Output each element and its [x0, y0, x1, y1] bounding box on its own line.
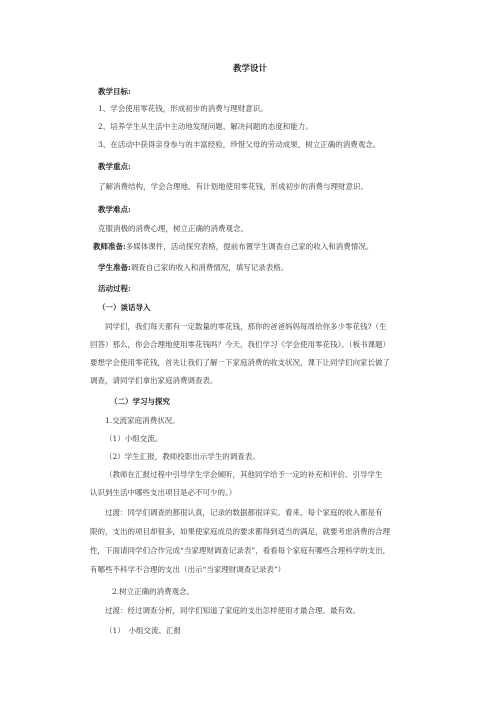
paragraph-line: 认识到生活中哪些支出项目是必不可少的。）	[90, 488, 237, 497]
paragraph-line: 限的，支出的项目却很多，如果使家庭成员的要求都得到适当的满足，就要考虑消费的合理	[90, 527, 390, 536]
student-prep-label: 学生准备:	[98, 263, 131, 272]
paragraph-line: 要想学会使用零花钱，首先让我们了解一下家庭消费的收支状况，课下让同学们向家长做了	[90, 358, 390, 367]
paragraph-line: 过渡：同学们调查的都很认真，记录的数据都很详实。看来，每个家庭的收入都是有	[105, 508, 383, 517]
list-item: 2.树立正确的消费观念。	[112, 587, 195, 596]
goal-item: 3、在活动中获得亲身参与的丰富经验，珍惜父母的劳动成果，树立正确的消费观念。	[98, 140, 381, 149]
teacher-prep	[93, 242, 373, 251]
list-item: 1.交流家庭消费状况。	[105, 416, 180, 425]
section2-heading: （二）学习与探究	[110, 397, 170, 406]
section1-heading: （一）谈话导入	[98, 303, 151, 312]
list-item: （1） 小组交流、汇报	[105, 626, 182, 635]
paragraph-line: 性，下面请同学们合作完成“当家理财调查记录表”，看看每个家庭有哪些合理科学的支出，	[90, 546, 391, 555]
paragraph-line: （教师在汇报过程中引导学生学会倾听，其他同学给予一定的补充和评价。引导学生	[105, 470, 383, 479]
document-title: 教学设计	[232, 64, 267, 74]
goal-item: 1、学会使用零花钱，形成初步的消费与理财意识。	[98, 104, 268, 113]
key-points-heading: 教学重点:	[98, 162, 131, 171]
paragraph-line: 有哪些不科学不合理的支出（出示“当家理财调查记录表”）	[90, 565, 286, 574]
paragraph-line: 同学们，我们每天都有一定数量的零花钱，那你的爸爸妈妈每周给你多少零花钱?（生	[105, 322, 387, 331]
teacher-prep-label: 教师准备:	[93, 242, 126, 251]
difficulty-heading: 教学难点:	[98, 205, 131, 214]
process-heading: 活动过程:	[98, 284, 131, 293]
goals-heading: 教学目标:	[98, 87, 131, 96]
student-prep	[98, 263, 288, 272]
paragraph-line: 过渡：经过调查分析，同学们知道了家庭的支出怎样使用才最合理、最有效。	[105, 606, 360, 615]
paragraph-line: 调查，请同学们拿出家庭消费调查表。	[90, 376, 218, 385]
paragraph-line: 回答）那么，你会合理地使用零花钱吗？今天，我们学习《学会使用零花钱》。（板书课题）	[90, 340, 390, 349]
list-item: （2）学生汇报，教师投影出示学生的调查表。	[105, 452, 260, 461]
teacher-prep-text: 多媒体课件，活动探究表格，提前布置学生调查自己家的收入和消费情况。	[125, 242, 374, 251]
key-points-text: 了解消费结构，学会合理地、有计划地使用零花钱，形成初步的消费与理财意识。	[98, 182, 368, 191]
list-item: （1）小组交流。	[105, 434, 163, 443]
difficulty-text: 克服消极的消费心理，树立正确的消费观念。	[98, 224, 248, 233]
goal-item: 2、培养学生从生活中主动地发现问题、解决问题的态度和能力。	[98, 122, 313, 131]
student-prep-text: 调查自己家的收入和消费情况，填写记录表格。	[130, 263, 289, 272]
